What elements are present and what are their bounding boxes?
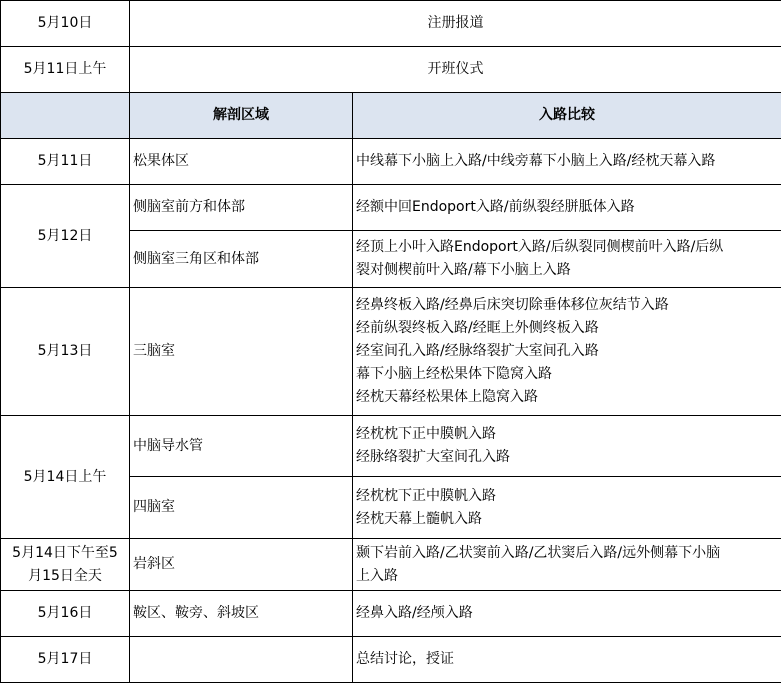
approach-line: 经室间孔入路/经脉络裂扩大室间孔入路 <box>356 343 599 359</box>
table-header-row <box>1 93 781 139</box>
date-cell: 5月10日 <box>1 1 130 47</box>
approach-cell <box>353 139 781 185</box>
schedule-row-aqueduct <box>1 416 781 477</box>
region-cell: 三脑室 <box>130 288 353 416</box>
approach-cell: 经鼻入路/经颅入路 <box>353 591 781 637</box>
approach-cell: 经额中回Endoport入路/前纵裂经胼胝体入路 <box>353 185 781 231</box>
approach-line: 经顶上小叶入路Endoport入路/后纵裂同侧楔前叶入路/后纵 <box>356 239 724 255</box>
date-cell: 5月13日 <box>1 288 130 416</box>
approach-line: 颞下岩前入路/乙状窦前入路/乙状窦后入路/远外侧幕下小脑 <box>356 544 721 561</box>
date-cell: 5月14日上午 <box>1 416 130 539</box>
date-cell: 5月17日 <box>1 637 130 683</box>
schedule-row-petroclival <box>1 539 781 591</box>
approach-line: 经脉络裂扩大室间孔入路 <box>356 449 510 465</box>
approach-line: 裂对侧楔前叶入路/幕下小脑上入路 <box>356 262 571 278</box>
date-cell <box>1 539 130 591</box>
approach-text: 中线幕下小脑上入路/中线旁幕下小脑上入路/经枕天幕入路 <box>356 153 716 169</box>
date-cell: 5月11日 <box>1 139 130 185</box>
date-line: 5月14日下午至5 <box>12 544 118 561</box>
schedule-row-opening <box>1 47 781 93</box>
approach-line: 经前纵裂终板入路/经眶上外侧终板入路 <box>356 320 599 336</box>
approach-line: 经枕天幕经松果体上隐窝入路 <box>356 389 538 405</box>
region-cell: 侧脑室三角区和体部 <box>130 231 353 288</box>
header-empty-cell <box>1 93 130 139</box>
header-approach: 入路比较 <box>353 93 781 139</box>
region-cell <box>130 637 353 683</box>
header-region: 解剖区域 <box>130 93 353 139</box>
approach-line: 上入路 <box>356 567 398 584</box>
schedule-row-pineal <box>1 139 781 185</box>
date-cell: 5月12日 <box>1 185 130 288</box>
approach-cell <box>353 539 781 591</box>
schedule-row-lateral-anterior <box>1 185 781 231</box>
approach-cell: 总结讨论，授证 <box>353 637 781 683</box>
region-cell: 岩斜区 <box>130 539 353 591</box>
region-cell: 鞍区、鞍旁、斜坡区 <box>130 591 353 637</box>
region-cell: 四脑室 <box>130 477 353 539</box>
region-cell: 侧脑室前方和体部 <box>130 185 353 231</box>
schedule-row-sellar <box>1 591 781 637</box>
date-cell: 5月16日 <box>1 591 130 637</box>
date-line: 月15日全天 <box>28 567 102 584</box>
schedule-row-registration <box>1 1 781 47</box>
approach-line: 经枕天幕上髓帆入路 <box>356 510 482 527</box>
region-cell: 松果体区 <box>130 139 353 185</box>
event-cell: 注册报道 <box>130 1 781 47</box>
approach-line: 经鼻终板入路/经鼻后床突切除垂体移位灰结节入路 <box>356 297 669 313</box>
approach-cell <box>353 416 781 477</box>
schedule-row-closing <box>1 637 781 683</box>
approach-cell <box>353 477 781 539</box>
event-cell: 开班仪式 <box>130 47 781 93</box>
approach-line: 经枕枕下正中膜帆入路 <box>356 487 496 504</box>
region-cell: 中脑导水管 <box>130 416 353 477</box>
approach-line: 幕下小脑上经松果体下隐窝入路 <box>356 366 552 382</box>
approach-line: 经枕枕下正中膜帆入路 <box>356 426 496 442</box>
schedule-row-third-ventricle <box>1 288 781 416</box>
date-cell: 5月11日上午 <box>1 47 130 93</box>
approach-cell <box>353 288 781 416</box>
approach-cell <box>353 231 781 288</box>
